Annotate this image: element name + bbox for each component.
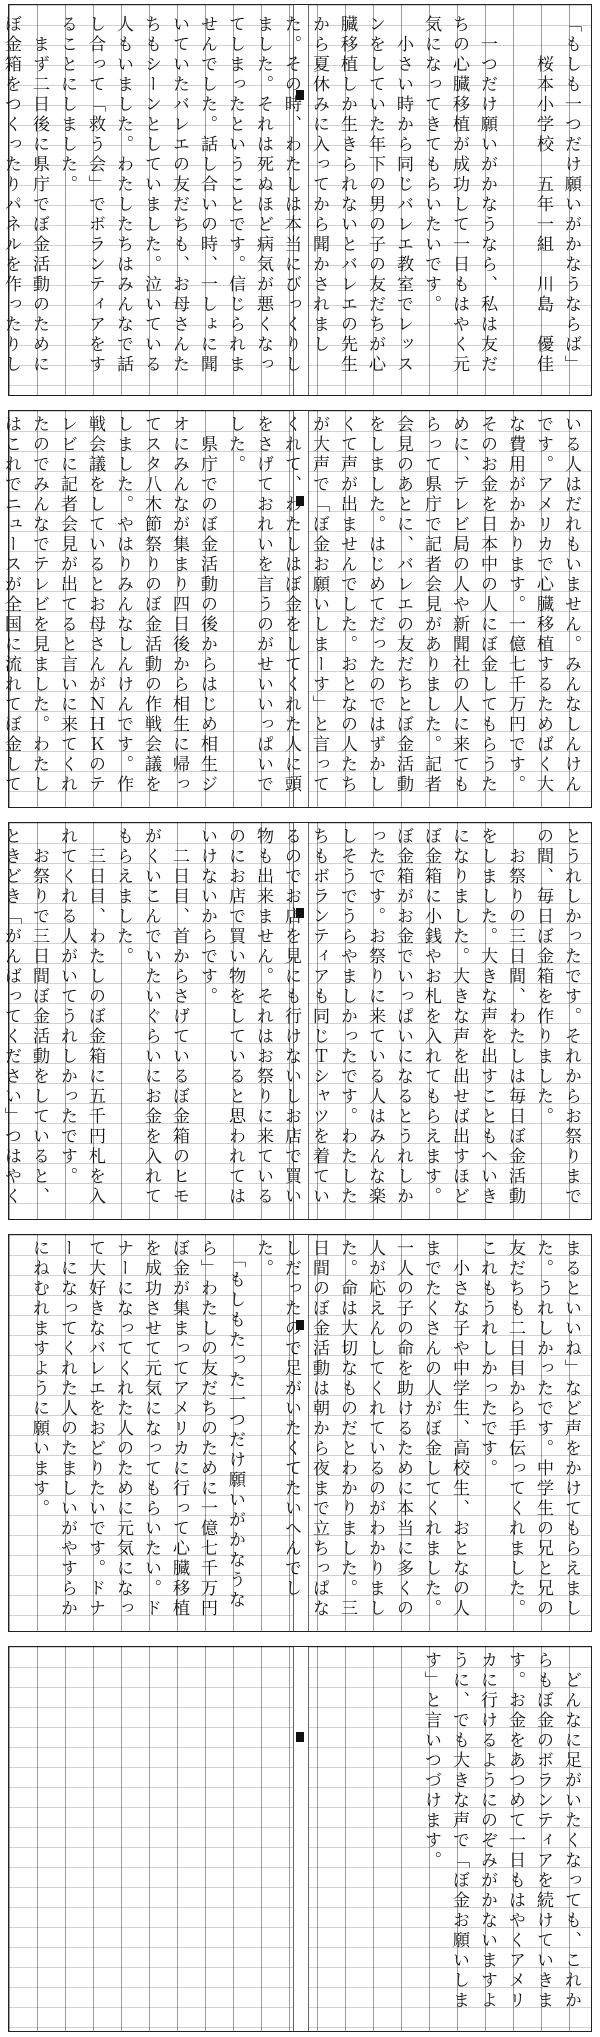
manuscript-sheet-3 <box>1 822 592 1220</box>
manuscript-sheet-5 <box>8 1646 592 2032</box>
essay-text-sheet-4: まるといいね」など声をかけてもらえました。うれしかったです。中学生の兄と兄の友だちも二日目から手伝ってくれました。これもうれしかったです。 小さな子や中学生、高校生、おとなの人までたくさんの人がぼ金してくれました。一人の子の命を助けるために本当に多くの人が応えんしてくれているのがわかりました。命は大切なものだとわかりました。三日間のぼ金活動は朝から夜まで立ちっぱなしだったので足がいたくてたいへんでした。 「もしもたった一つだけ願いがかなうなら」わたしの友だちのために一億七千万円ぼ金が集まってアメリカに行って心臓移植を成功させて元気になってもらいたい。ドナーになってくれた人のために元気になって大好きなバレエをおどりたいです。ドナーになってくれた人のたましいがやすらかにねむれますように願います。 <box>29 1239 581 1619</box>
essay-text-sheet-3: とうれしかったです。それからお祭りまでの間、毎日ぼ金箱を作りました。 お祭りの三日間、わたしは毎日ぼ金活動をしました。大きな声を出すこともへいきになりました。大きな声を出せば出すほどぼ金箱に小銭やお札を入れてもらえます。ぼ金箱がお金でいっぱいになるとうれしかったです。お祭りに来ている人はみんな楽しそうでうらやましかったです。わたしたちもボランティアも同じＴシャツを着ているのでお店を見にも行けないしお店で買い物も出来ません。それはお祭りに来ているのにお店で買い物をしていると思われてはいけないからです。 二日目、首からさげているぼ金箱のヒモがくいこんでいたいぐらいにお金を入れてもらえました。 三日目、わたしのぼ金箱に五千円札を入れてくれる人がいてうれしかったです。 お祭りで三日間ぼ金活動をしていると、ときどき「がんばってください」つはやく <box>1 827 581 1207</box>
essay-text-sheet-5: どんなに足がいたくなっても、これからもぼ金のボランティアを続けていきます。お金をあつめて一日もはやくアメリカに行けるようにのぞみがかないますように、でも大きな声で「ぼ金お願いします」と言いつづけます。 <box>421 1651 581 2011</box>
manuscript-sheet-4 <box>8 1234 592 1632</box>
manuscript-sheet-1 <box>1 4 592 396</box>
essay-text-sheet-1: 「もしも一つだけ願いがかなうならば」 桜本小学校 五年一組 川島 優佳 一つだけ願いがかなうなら、私は友だちの心臓移植が成功して一日もはやく元気になってきてもらいたいです。 小さい時から同じバレエ教室でレッスンをしていた年下の男の子の友だちが心臓移植しか生きられないとバレエの先生から夏休みに入ってから聞かされました。その時、わたしは本当にびっくりしました。それは死ぬほど病気が悪くなってしまったということです。信じられませんでした。話し合いの時、一しょに聞いていたバレエの友だちも、お母さんたちもシーンとしていました。泣いている人もいました。わたしたちはみんなで話し合って「救う会」でボランティアをすることにしました。 まず二日後に県庁でぼ金活動のためにぼ金箱をつくったりパネルを作ったりし <box>1 15 581 375</box>
essay-text-sheet-2: いる人はだれもいません。みんなしんけんです。アメリカで心臓移植するためばく大な費用がかかります。一億七千万円です。そのお金を日本中の人にぼ金してもらうために、テレビ局の人や新聞社の人に来てもらって県庁で記者会見がありました。記者会見のあとに、バレエの友だちとぼ金活動をしました。はじめてだったのではずかしくて声が出ませんでした。おとなの人たちが大声で「ぼ金お願いしまーす」と言ってくれて、わたしはぼ金をしてくれた人に頭をさげておれいを言うのがせいいっぱいでした。 県庁でのぼ金活動の後からはじめ相生ジオにみんなが集まり四日後から相生に帰ってスタ八木節祭りのぼ金活動の作戦会議をしました。やはりみんなしんけんです。作戦会議をしているとお母さんがＮＨＫのテレビに記者会見が出てると言いに来てくれたのでみんなでテレビを見ました。わたしはこれでニュースが全国に流れてぼ金して <box>1 415 581 795</box>
manuscript-sheet-2 <box>1 410 592 808</box>
